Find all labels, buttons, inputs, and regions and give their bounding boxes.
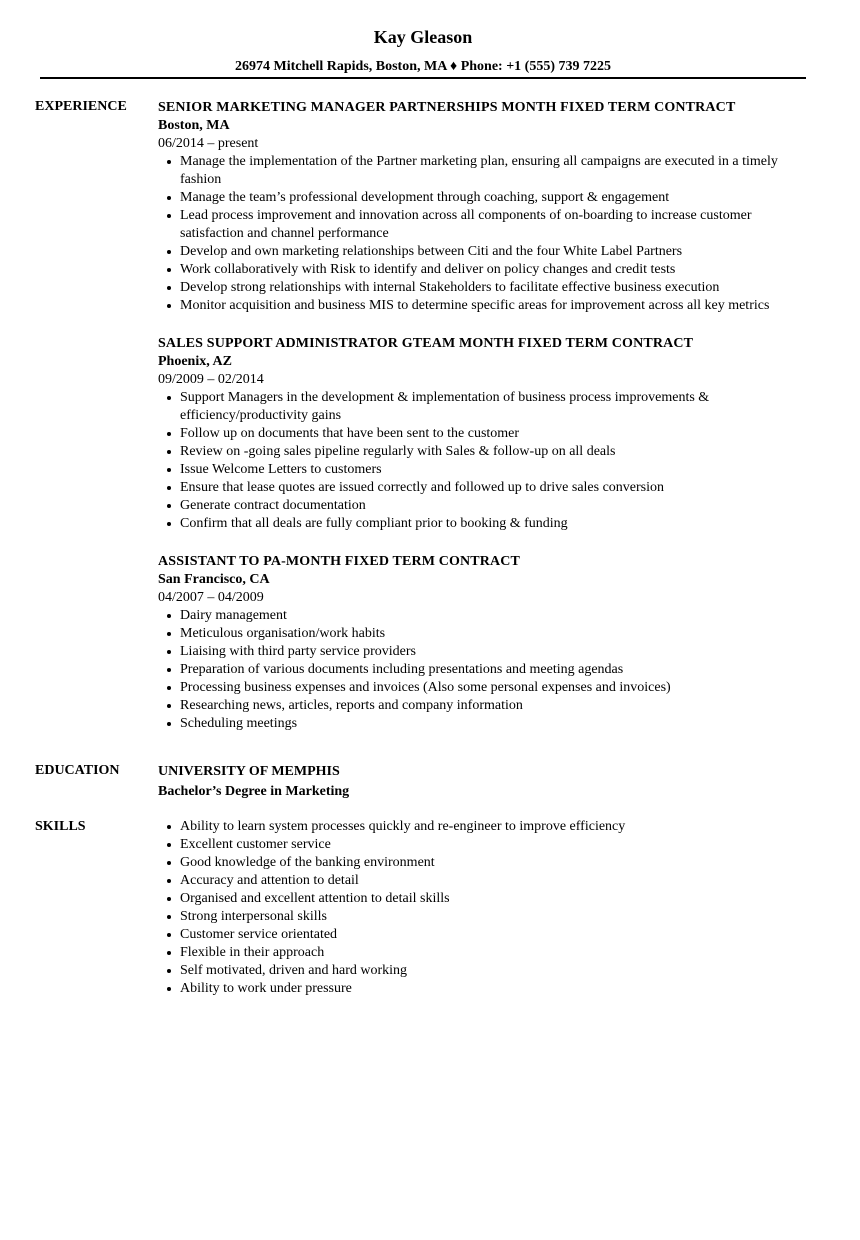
contact-line: 26974 Mitchell Rapids, Boston, MA ♦ Phone: +1 (555) 739 7225 <box>234 59 611 74</box>
list-item: Develop strong relationships with internal Stakeholders to facilitate effective business execution <box>180 279 808 297</box>
list-item: Issue Welcome Letters to customers <box>180 461 808 479</box>
list-item: Customer service orientated <box>180 926 808 944</box>
list-item: Scheduling meetings <box>180 715 808 733</box>
list-item: Researching news, articles, reports and company information <box>180 697 808 715</box>
list-item: Ability to learn system processes quickly and re-engineer to improve efficiency <box>180 818 808 836</box>
job-dates: 09/2009 – 02/2014 <box>158 372 264 387</box>
list-item: Confirm that all deals are fully compliant prior to booking & funding <box>180 515 808 533</box>
job-dates: 04/2007 – 04/2009 <box>158 590 264 605</box>
list-item: Processing business expenses and invoices (Also some personal expenses and invoices) <box>180 679 808 697</box>
list-item: Liaising with third party service providers <box>180 643 808 661</box>
list-item: Meticulous organisation/work habits <box>180 625 808 643</box>
list-item: Excellent customer service <box>180 836 808 854</box>
job-bullets <box>158 153 808 315</box>
list-item: Work collaboratively with Risk to identify and deliver on policy changes and credit tests <box>180 261 808 279</box>
list-item: Lead process improvement and innovation across all components of on-boarding to increase customer satisfaction and channel performance <box>180 207 808 243</box>
list-item: Support Managers in the development & implementation of business process improvements & efficiency/productivity gains <box>180 389 808 425</box>
list-item: Follow up on documents that have been sent to the customer <box>180 425 808 443</box>
job-title: SENIOR MARKETING MANAGER PARTNERSHIPS MONTH FIXED TERM CONTRACT <box>158 100 736 115</box>
list-item: Ensure that lease quotes are issued correctly and followed up to drive sales conversion <box>180 479 808 497</box>
job-entry <box>158 553 808 733</box>
candidate-name: Kay Gleason <box>373 27 473 47</box>
list-item: Review on -going sales pipeline regularly with Sales & follow-up on all deals <box>180 443 808 461</box>
header-divider <box>40 77 806 79</box>
job-dates: 06/2014 – present <box>158 136 259 151</box>
job-location: Phoenix, AZ <box>158 354 232 369</box>
education-degree: Bachelor’s Degree in Marketing <box>158 784 350 799</box>
list-item: Organised and excellent attention to detail skills <box>180 890 808 908</box>
list-item: Develop and own marketing relationships between Citi and the four White Label Partners <box>180 243 808 261</box>
education-section <box>158 763 808 801</box>
list-item: Good knowledge of the banking environment <box>180 854 808 872</box>
list-item: Generate contract documentation <box>180 497 808 515</box>
list-item: Dairy management <box>180 607 808 625</box>
list-item: Ability to work under pressure <box>180 980 808 998</box>
skills-section-label: SKILLS <box>35 819 86 834</box>
job-location: San Francisco, CA <box>158 572 270 587</box>
list-item: Preparation of various documents including presentations and meeting agendas <box>180 661 808 679</box>
list-item: Flexible in their approach <box>180 944 808 962</box>
job-bullets <box>158 389 808 533</box>
list-item: Self motivated, driven and hard working <box>180 962 808 980</box>
job-title: ASSISTANT TO PA-MONTH FIXED TERM CONTRACT <box>158 554 521 569</box>
job-entry <box>158 335 808 533</box>
list-item: Manage the team’s professional development through coaching, support & engagement <box>180 189 808 207</box>
skills-list <box>158 818 808 998</box>
list-item: Monitor acquisition and business MIS to determine specific areas for improvement across all key metrics <box>180 297 808 315</box>
job-location: Boston, MA <box>158 118 230 133</box>
job-title: SALES SUPPORT ADMINISTRATOR GTEAM MONTH FIXED TERM CONTRACT <box>158 336 694 351</box>
job-bullets <box>158 607 808 733</box>
list-item: Manage the implementation of the Partner marketing plan, ensuring all campaigns are executed in a timely fashion <box>180 153 808 189</box>
skills-section <box>158 818 808 998</box>
education-section-label: EDUCATION <box>35 763 120 778</box>
list-item: Accuracy and attention to detail <box>180 872 808 890</box>
education-school: UNIVERSITY OF MEMPHIS <box>158 764 340 779</box>
list-item: Strong interpersonal skills <box>180 908 808 926</box>
job-entry <box>158 99 808 315</box>
experience-section-label: EXPERIENCE <box>35 99 127 114</box>
experience-section <box>158 99 808 753</box>
